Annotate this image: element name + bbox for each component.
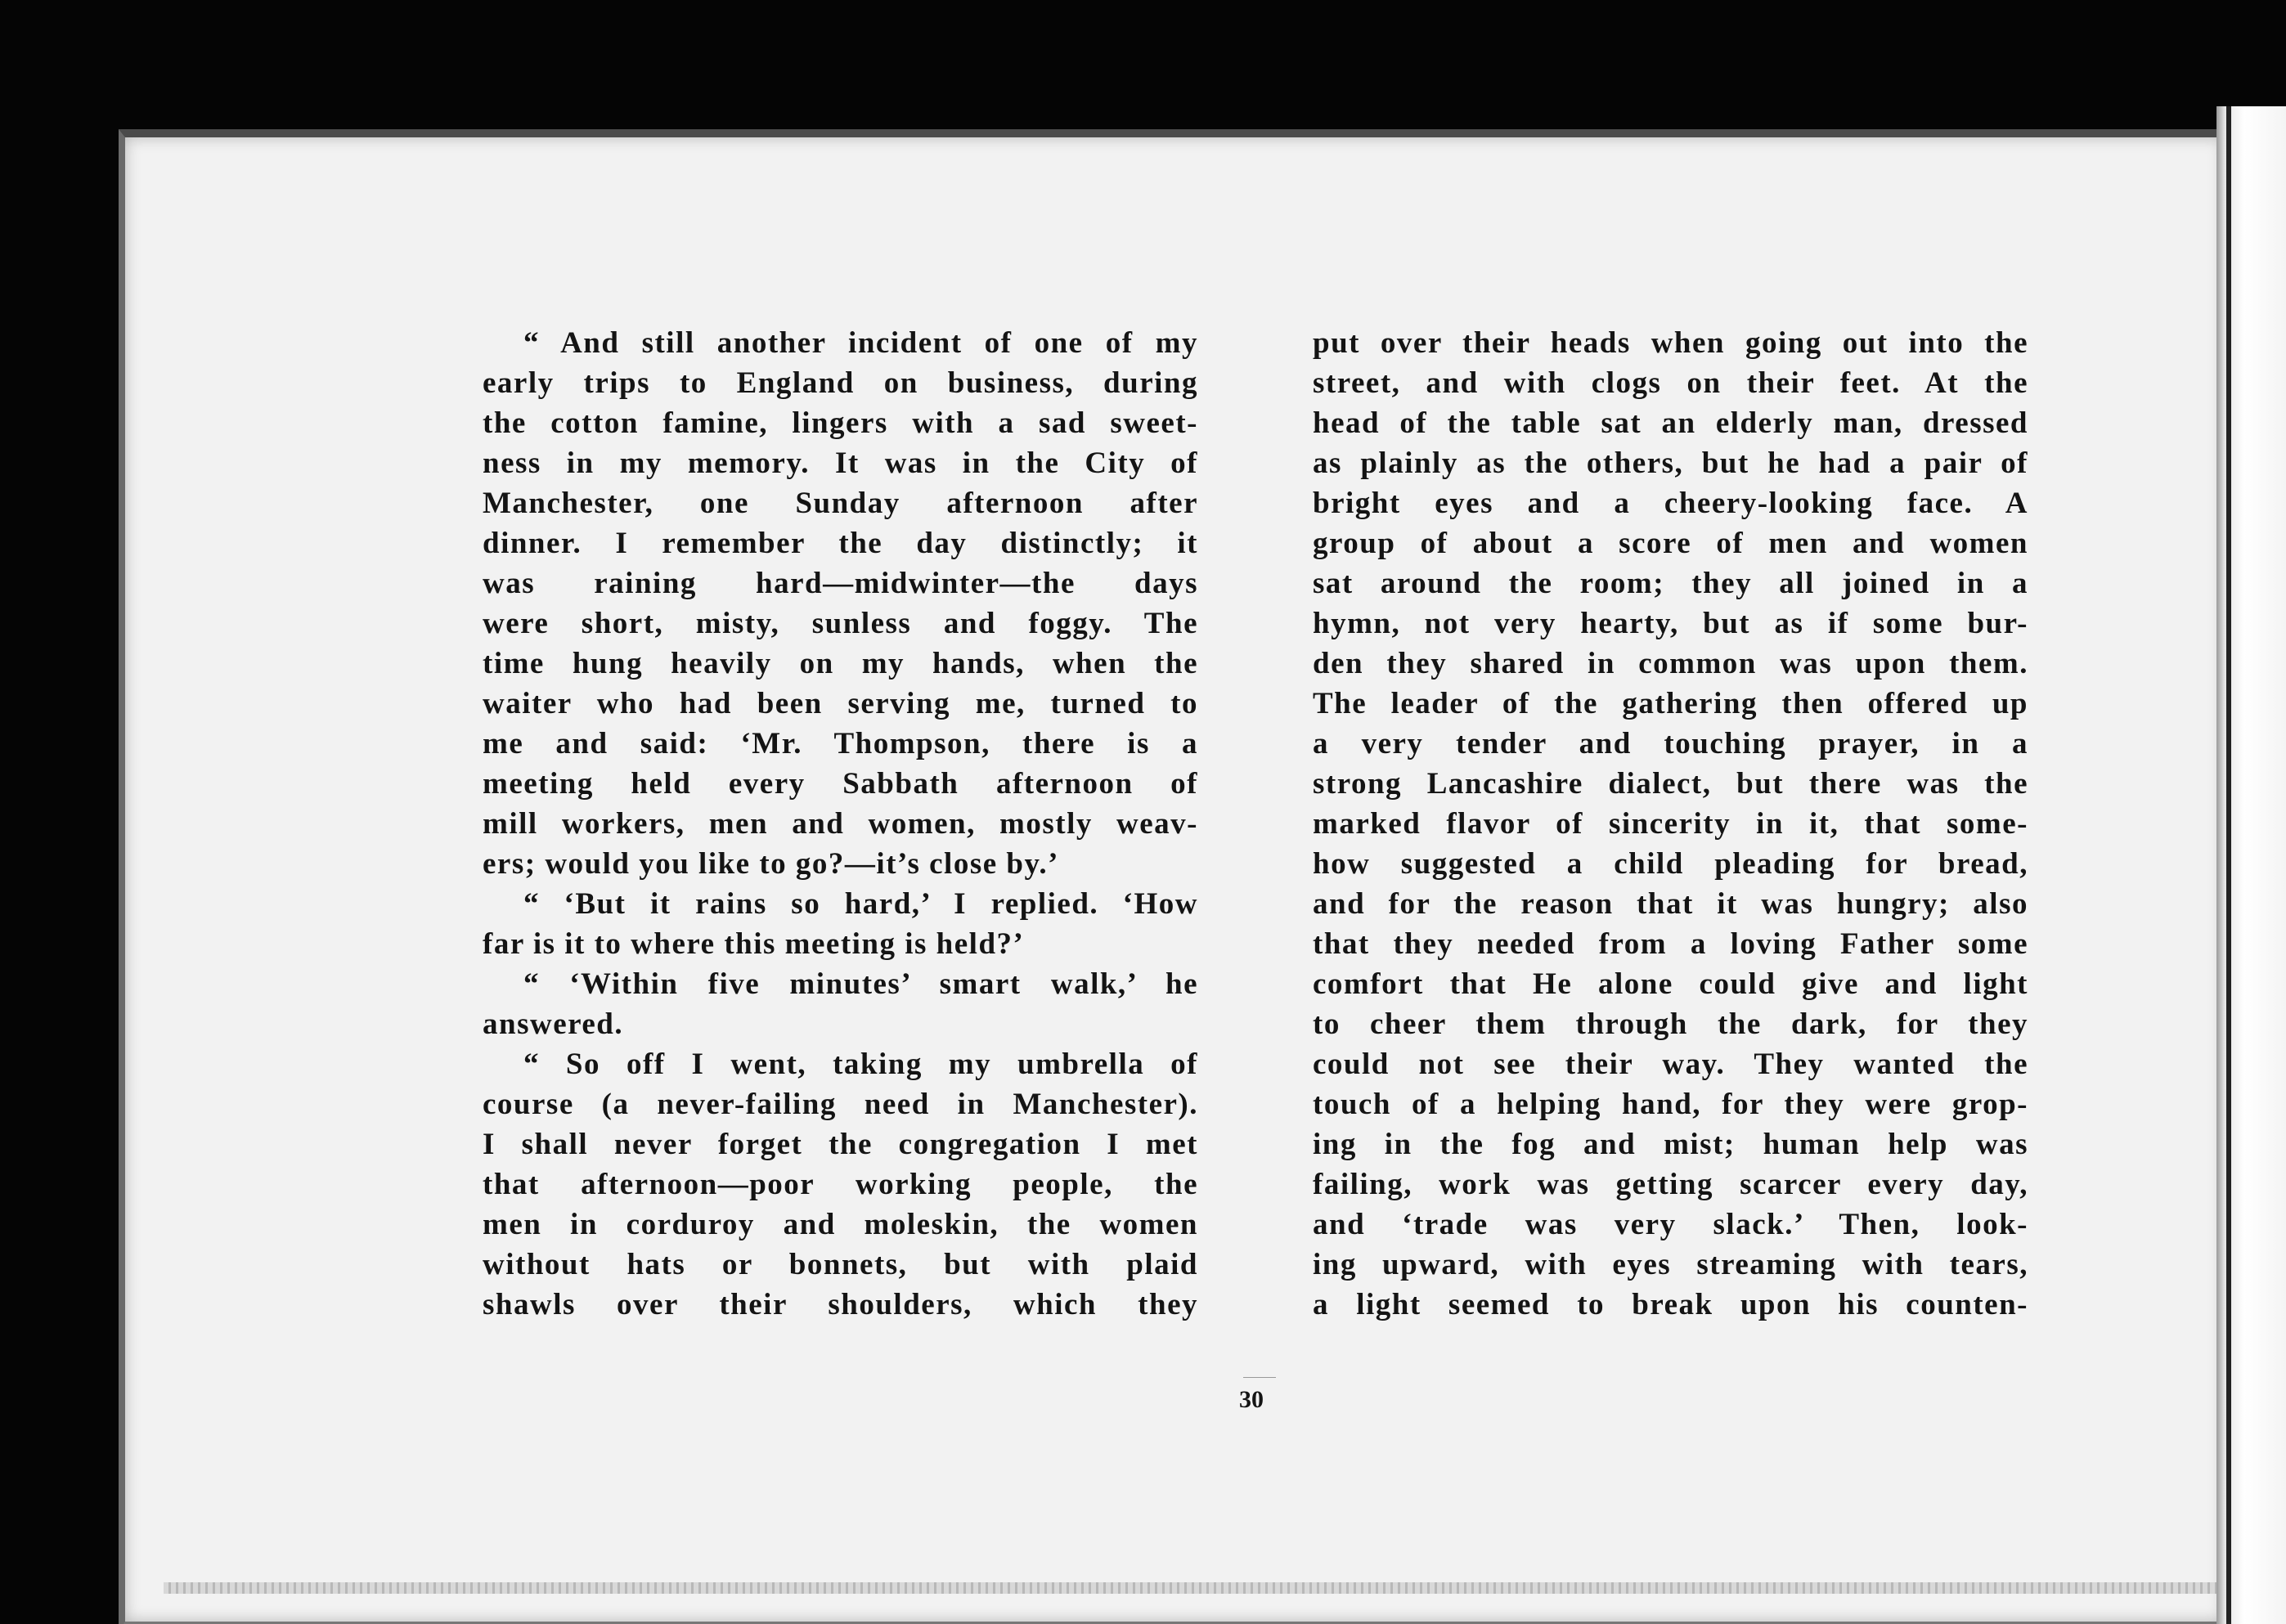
text-line: I shall never forget the congregation I met: [483, 1128, 1198, 1161]
text-line: put over their heads when going out into the: [1313, 326, 2028, 360]
next-page-edge: [2216, 106, 2286, 1624]
text-line: sat around the room; they all joined in a: [1313, 567, 2028, 600]
text-line: early trips to England on business, during: [483, 366, 1198, 400]
text-line: and for the reason that it was hungry; also: [1313, 887, 2028, 921]
text-line: a light seemed to break upon his counten-: [1313, 1288, 2028, 1321]
page-number-rule: [1243, 1377, 1276, 1378]
text-line: “ ‘But it rains so hard,’ I replied. ‘How: [523, 887, 1198, 921]
text-line: ness in my memory. It was in the City of: [483, 446, 1198, 480]
text-line: to cheer them through the dark, for they: [1313, 1007, 2028, 1041]
page-gutter-shadow: [2226, 106, 2231, 1624]
text-line: shawls over their shoulders, which they: [483, 1288, 1198, 1321]
text-line: failing, work was getting scarcer every day,: [1313, 1168, 2028, 1201]
text-line: strong Lancashire dialect, but there was the: [1313, 767, 2028, 801]
text-line: ing upward, with eyes streaming with tears,: [1313, 1248, 2028, 1281]
text-line: a very tender and touching prayer, in a: [1313, 727, 2028, 760]
text-line: group of about a score of men and women: [1313, 527, 2028, 560]
text-line: “ And still another incident of one of my: [523, 326, 1198, 360]
text-line: that afternoon—poor working people, the: [483, 1168, 1198, 1201]
text-line: The leader of the gathering then offered up: [1313, 687, 2028, 720]
text-line: “ So off I went, taking my umbrella of: [523, 1048, 1198, 1081]
text-line: the cotton famine, lingers with a sad sweet-: [483, 406, 1198, 440]
text-line: far is it to where this meeting is held?’: [483, 927, 1025, 961]
text-line: answered.: [483, 1007, 624, 1041]
text-line: ing in the fog and mist; human help was: [1313, 1128, 2028, 1161]
text-line: den they shared in common was upon them.: [1313, 647, 2028, 680]
text-line: as plainly as the others, but he had a pair of: [1313, 446, 2028, 480]
page-stack-edge: [164, 1582, 2216, 1594]
text-line: were short, misty, sunless and foggy. The: [483, 607, 1198, 640]
text-line: could not see their way. They wanted the: [1313, 1048, 2028, 1081]
text-line: meeting held every Sabbath afternoon of: [483, 767, 1198, 801]
text-line: how suggested a child pleading for bread,: [1313, 847, 2028, 881]
text-line: marked flavor of sincerity in it, that some-: [1313, 807, 2028, 841]
text-line: Manchester, one Sunday afternoon after: [483, 487, 1198, 520]
text-line: comfort that He alone could give and light: [1313, 967, 2028, 1001]
text-line: men in corduroy and moleskin, the women: [483, 1208, 1198, 1241]
text-line: head of the table sat an elderly man, dressed: [1313, 406, 2028, 440]
text-line: and ‘trade was very slack.’ Then, look-: [1313, 1208, 2028, 1241]
text-line: that they needed from a loving Father some: [1313, 927, 2028, 961]
left-text-column: [483, 323, 1198, 1325]
text-line: time hung heavily on my hands, when the: [483, 647, 1198, 680]
text-line: mill workers, men and women, mostly weav-: [483, 807, 1198, 841]
text-line: was raining hard—midwinter—the days: [483, 567, 1198, 600]
page-number: 30: [1239, 1386, 1264, 1413]
text-line: waiter who had been serving me, turned to: [483, 687, 1198, 720]
text-line: street, and with clogs on their feet. At the: [1313, 366, 2028, 400]
text-line: “ ‘Within five minutes’ smart walk,’ he: [523, 967, 1198, 1001]
right-text-column: [1313, 323, 2028, 1325]
text-line: course (a never-failing need in Manchester).: [483, 1088, 1198, 1121]
text-line: bright eyes and a cheery-looking face. A: [1313, 487, 2028, 520]
text-line: touch of a helping hand, for they were grop-: [1313, 1088, 2028, 1121]
text-line: hymn, not very hearty, but as if some bur-: [1313, 607, 2028, 640]
text-line: dinner. I remember the day distinctly; it: [483, 527, 1198, 560]
text-line: without hats or bonnets, but with plaid: [483, 1248, 1198, 1281]
text-line: me and said: ‘Mr. Thompson, there is a: [483, 727, 1198, 760]
text-line: ers; would you like to go?—it’s close by.’: [483, 847, 1060, 881]
